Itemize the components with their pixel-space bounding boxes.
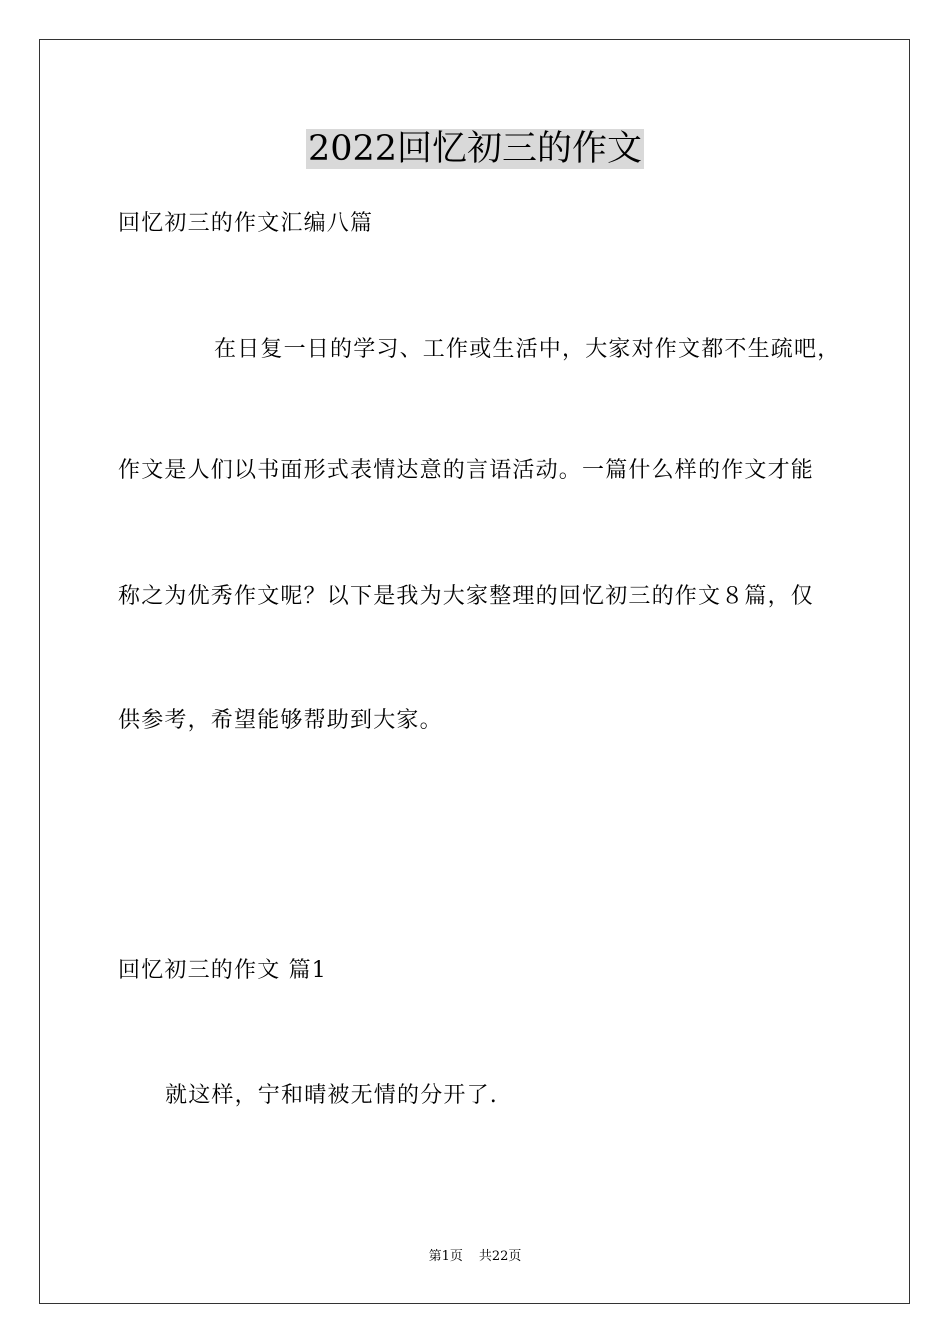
document-title bbox=[0, 127, 950, 171]
page-number-current: 第1页 bbox=[428, 1249, 463, 1264]
section-first-line: 就这样，宁和晴被无情的分开了. bbox=[165, 1083, 498, 1108]
page-number-total: 共22页 bbox=[478, 1249, 522, 1264]
document-title-text: 2022回忆初三的作文 bbox=[307, 129, 643, 169]
section-heading: 回忆初三的作文 篇1 bbox=[118, 958, 327, 983]
intro-line-1: 在日复一日的学习、工作或生活中，大家对作文都不生疏吧， bbox=[214, 337, 841, 362]
intro-line-2: 作文是人们以书面形式表情达意的言语活动。一篇什么样的作文才能 bbox=[118, 458, 815, 483]
document-subtitle: 回忆初三的作文汇编八篇 bbox=[118, 211, 374, 236]
intro-line-3: 称之为优秀作文呢？以下是我为大家整理的回忆初三的作文８篇，仅 bbox=[118, 584, 815, 609]
intro-line-4: 供参考，希望能够帮助到大家。 bbox=[118, 708, 443, 733]
page-footer bbox=[0, 1248, 950, 1266]
